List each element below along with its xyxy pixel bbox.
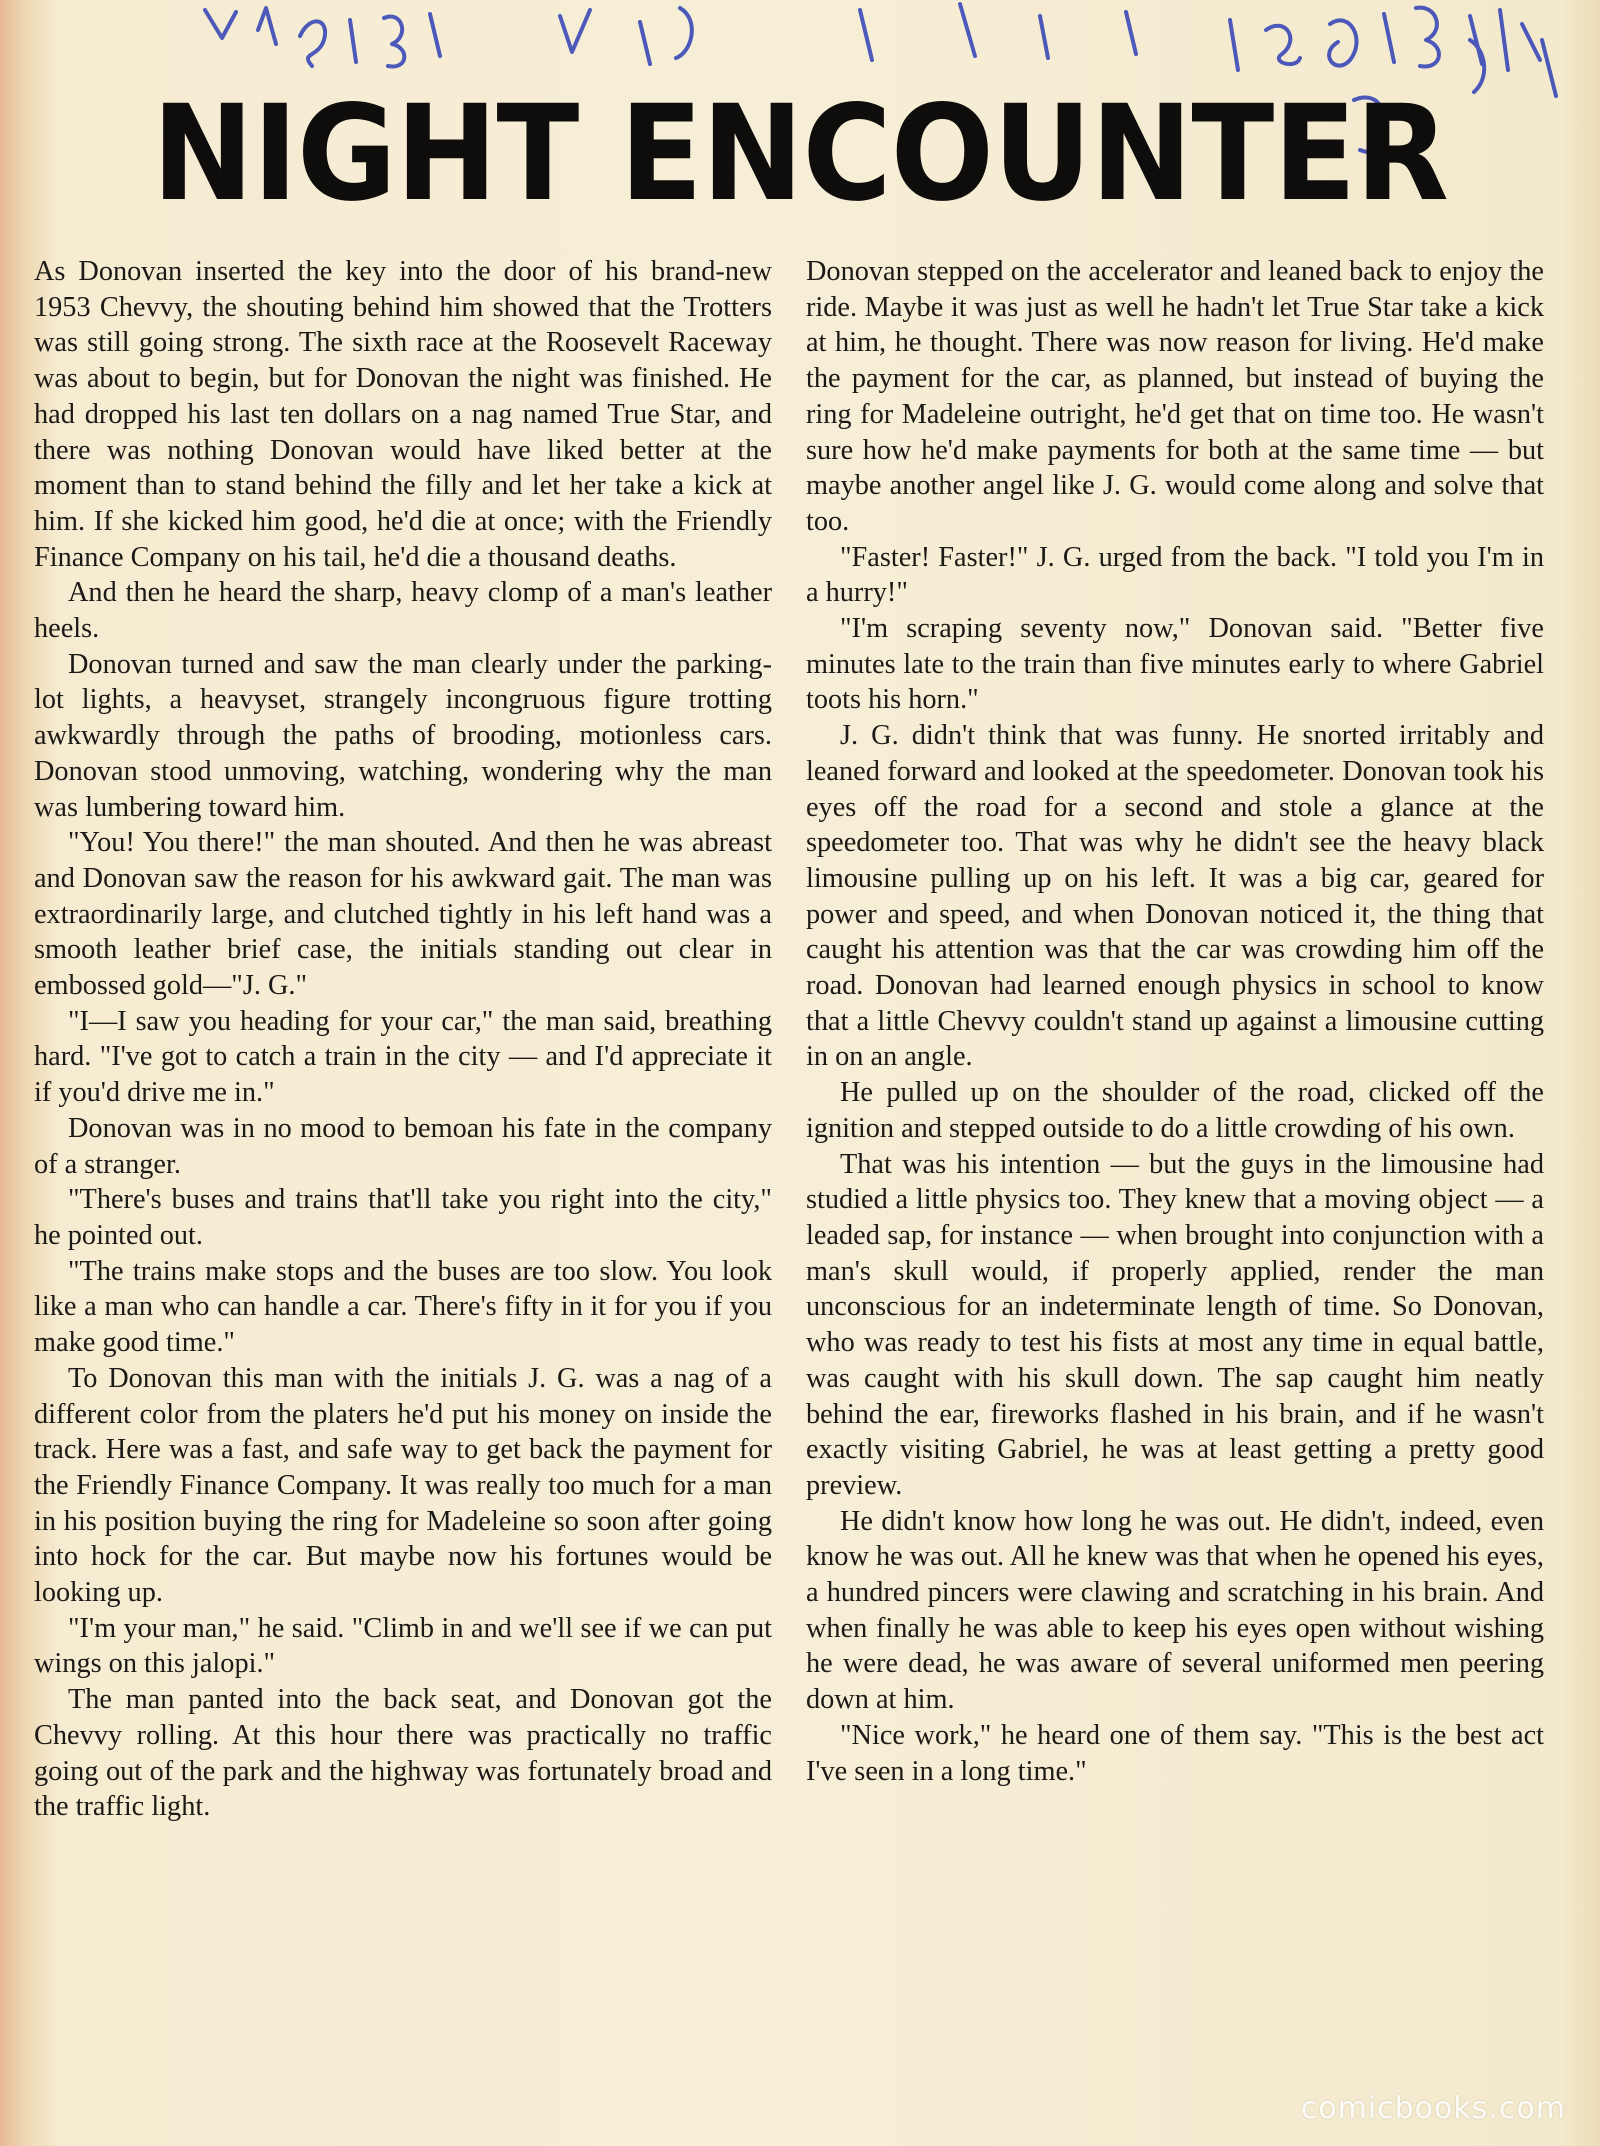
paragraph: Donovan turned and saw the man clearly under the parking-lot lights, a heavyset, strangely incongruous figure trotting awkwardly through the paths of brooding, motionless cars. Donovan stood unmoving, watching, wondering why the man was lumbering toward him.	[34, 648, 772, 823]
paragraph: And then he heard the sharp, heavy clomp of a man's leather heels.	[34, 577, 772, 645]
paragraph: That was his intention — but the guys in the limousine had studied a little physics too. They knew that a moving object — a leaded sap, for instance — when brought into conjunction with a man's skull would, if properly applied, render the man unconscious for an indeterminate length of time. So Donovan, who was ready to test his fists at most any time in equal battle, was caught with his skull down. The sap caught him neatly behind the ear, fireworks flashed in his brain, and if he wasn't exactly visiting Gabriel, he was at least getting a pretty good preview.	[806, 1148, 1544, 1501]
paragraph: He didn't know how long he was out. He didn't, indeed, even know he was out. All he knew was that when he opened his eyes, a hundred pincers were clawing and scratching in his brain. And when finally he was able to keep his eyes open without wishing he were dead, he was aware of several uniformed men peering down at him.	[806, 1505, 1544, 1716]
paragraph: "I'm your man," he said. "Climb in and we'll see if we can put wings on this jalopi."	[34, 1612, 772, 1680]
paragraph: "You! You there!" the man shouted. And then he was abreast and Donovan saw the reason for his awkward gait. The man was extraordinarily large, and clutched tightly in his left hand was a smooth leather brief case, the initials standing out clear in embossed gold—"J. G."	[34, 827, 772, 1002]
paragraph: As Donovan inserted the key into the door of his brand-new 1953 Chevvy, the shouting behind him showed that the Trotters was still going strong. The sixth race at the Roosevelt Raceway was about to begin, but for Donovan the night was finished. He had dropped his last ten dollars on a nag named True Star, and there was nothing Donovan would have liked better at the moment than to stand behind the filly and let her take a kick at him. If she kicked him good, he'd die at once; with the Friendly Finance Company on his tail, he'd die a thousand deaths.	[34, 256, 772, 573]
right-column	[806, 254, 1544, 2054]
paragraph: Donovan was in no mood to bemoan his fate in the company of a stranger.	[34, 1112, 772, 1180]
left-column	[34, 254, 772, 2054]
paragraph: "I—I saw you heading for your car," the man said, breathing hard. "I've got to catch a train in the city — and I'd appreciate it if you'd drive me in."	[34, 1005, 772, 1109]
paragraph: "Faster! Faster!" J. G. urged from the back. "I told you I'm in a hurry!"	[806, 541, 1544, 609]
site-watermark: comicbooks.com	[1300, 2091, 1566, 2126]
story-columns	[34, 254, 1544, 2054]
paragraph: The man panted into the back seat, and Donovan got the Chevvy rolling. At this hour there was practically no traffic going out of the park and the highway was fortunately broad and the traffic light.	[34, 1684, 772, 1823]
paragraph: "I'm scraping seventy now," Donovan said. "Better five minutes late to the train than five minutes early to where Gabriel toots his horn."	[806, 613, 1544, 716]
paragraph: He pulled up on the shoulder of the road, clicked off the ignition and stepped outside to do a little crowding of his own.	[806, 1077, 1544, 1144]
paragraph: J. G. didn't think that was funny. He snorted irritably and leaned forward and looked at the speedometer. Donovan took his eyes off the road for a second and stole a glance at the speedometer too. That was why he didn't see the heavy black limousine pulling up on his left. It was a big car, geared for power and speed, and when Donovan noticed it, the thing that caught his attention was that the car was crowding him off the road. Donovan had learned enough physics in school to know that a little Chevvy couldn't stand up against a limousine cutting in on an angle.	[806, 720, 1544, 1073]
paragraph: "The trains make stops and the buses are too slow. You look like a man who can handle a car. There's fifty in it for you if you make good time."	[34, 1255, 772, 1359]
paragraph: "Nice work," he heard one of them say. "This is the best act I've seen in a long time."	[806, 1719, 1544, 1787]
paragraph: To Donovan this man with the initials J. G. was a nag of a different color from the platers he'd put his money on inside the track. Here was a fast, and safe way to get back the payment for the Friendly Finance Company. It was really too much for a man in his position buying the ring for Madeleine so soon after going into hock for the car. But maybe now his fortunes would be looking up.	[34, 1362, 772, 1609]
paragraph: Donovan stepped on the accelerator and leaned back to enjoy the ride. Maybe it was just as well he hadn't let True Star take a kick at him, he thought. There was now reason for living. He'd make the payment for the car, as planned, but instead of buying the ring for Madeleine outright, he'd get that on time too. He wasn't sure how he'd make payments for both at the same time — but maybe another angel like J. G. would come along and solve that too.	[806, 256, 1544, 537]
story-title: NIGHT ENCOUNTER	[152, 77, 1448, 231]
paragraph: "There's buses and trains that'll take you right into the city," he pointed out.	[34, 1184, 772, 1251]
